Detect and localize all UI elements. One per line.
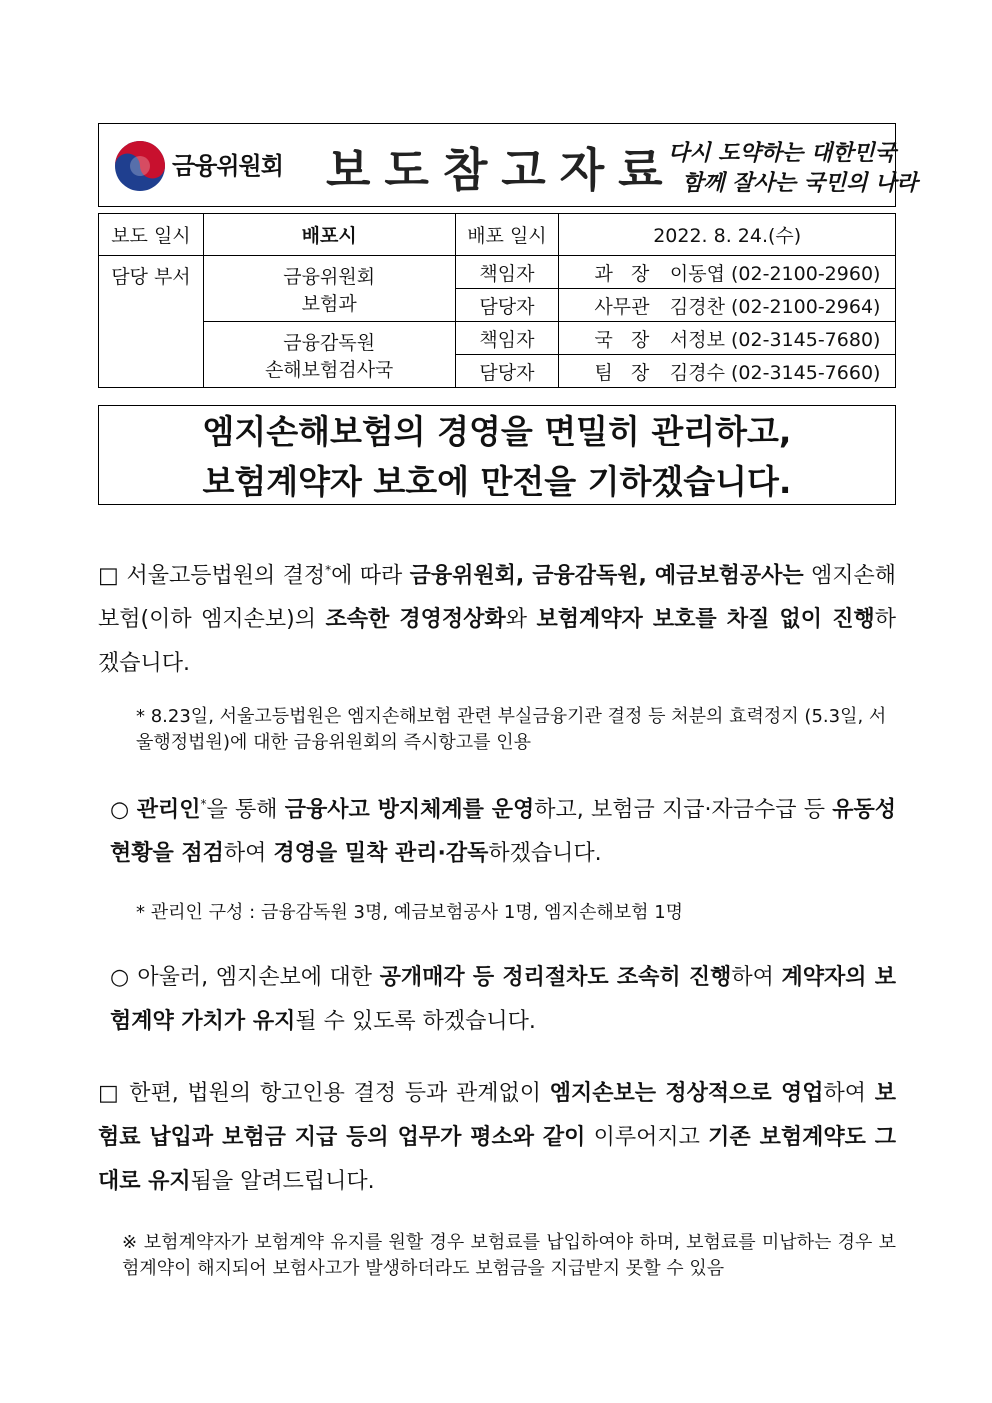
contact-title: 과 장 <box>594 262 650 285</box>
paragraph-administrator <box>110 782 896 876</box>
circle-bullet: ○ <box>110 797 130 823</box>
dept-2-division: 손해보험검사국 <box>264 358 394 381</box>
text: 하여 <box>223 841 274 867</box>
contact-person <box>559 322 896 355</box>
slogan-line-2: 함께 잘사는 국민의 나라 <box>682 170 918 196</box>
dept-label: 담당 부서 <box>99 256 204 388</box>
text: 한편, 법원의 항고인용 결정 등과 관계없이 <box>129 1081 550 1106</box>
checkbox-bullet: □ <box>98 1081 121 1106</box>
contact-person <box>559 355 896 388</box>
release-label: 보도 일시 <box>99 214 204 256</box>
emphasis: 금융사고 방지체계를 운영 <box>284 797 535 823</box>
release-value: 배포시 <box>203 214 455 256</box>
footnote-mark: * <box>325 563 332 577</box>
text: 와 <box>505 607 537 633</box>
headline-line-2: 보험계약자 보호에 만전을 기하겠습니다. <box>202 462 792 501</box>
paragraph-normal-operation <box>98 1072 896 1204</box>
paragraph-court-decision <box>98 548 896 686</box>
paragraph-public-sale <box>110 956 896 1044</box>
contact-role: 담당자 <box>455 355 559 388</box>
text: 에 따라 <box>331 563 410 589</box>
headline-box <box>98 405 896 505</box>
text: 하겠습니다. <box>98 607 897 677</box>
contact-name-phone: 서정보 (02-3145-7680) <box>669 328 881 351</box>
contact-role: 책임자 <box>455 256 559 289</box>
emphasis: 계약자의 보험계약 가치가 유지 <box>110 965 897 1034</box>
contact-name-phone: 김경찬 (02-2100-2964) <box>669 295 881 318</box>
footnote-court: * 8.23일, 서울고등법원은 엠지손해보험 관련 부실금융기관 결정 등 처분의 효력정지 (5.3일, 서울행정법원)에 대한 금융위원회의 즉시항고를 인용 <box>136 706 887 753</box>
distribute-label: 배포 일시 <box>455 214 559 256</box>
emphasis: 보험료 납입과 보험금 지급 등의 업무가 평소와 같이 <box>98 1081 897 1150</box>
contact-role: 책임자 <box>455 322 559 355</box>
text: 될 수 있도록 하겠습니다. <box>295 1009 536 1034</box>
contact-person <box>559 256 896 289</box>
org-name: 금융위원회 <box>172 152 283 180</box>
contact-person <box>559 289 896 322</box>
dept-1-division: 보험과 <box>301 292 357 315</box>
checkbox-bullet: □ <box>98 563 120 589</box>
emphasis: 보험계약자 보호를 차질 없이 진행 <box>536 607 875 633</box>
emphasis: 금융위원회, 금융감독원, 예금보험공사는 <box>409 563 804 589</box>
text: 됨을 알려드립니다. <box>190 1169 375 1194</box>
footnote-administrator: * 관리인 구성 : 금융감독원 3명, 예금보험공사 1명, 엠지손해보험 1명 <box>136 902 684 923</box>
footnote-mark: * <box>200 797 207 811</box>
contact-title: 사무관 <box>594 295 650 318</box>
emphasis: 경영을 밀착 관리·감독 <box>273 841 489 867</box>
dept-2-org: 금융감독원 <box>283 331 376 354</box>
slogan-line-1: 다시 도약하는 대한민국 <box>668 140 896 166</box>
emphasis: 기존 보험계약도 그대로 유지 <box>98 1125 896 1194</box>
dept-1 <box>203 256 455 322</box>
note-premium-payment: ※ 보험계약자가 보험계약 유지를 원할 경우 보험료를 납입하여야 하며, 보험료를 미납하는 경우 보험계약이 해지되어 보험사고가 발생하더라도 보험금을 지급받지 못할 수 있음 <box>122 1232 896 1279</box>
government-slogan <box>668 138 918 198</box>
contact-role: 담당자 <box>455 289 559 322</box>
document-type-title: 보도참고자료 <box>326 143 677 197</box>
headline-line-1: 엠지손해보험의 경영을 면밀히 관리하고, <box>202 412 792 451</box>
contact-name-phone: 김경수 (02-3145-7660) <box>669 361 881 384</box>
text: 하겠습니다. <box>488 841 602 867</box>
text: 이루어지고 <box>585 1125 709 1150</box>
contact-name-phone: 이동엽 (02-2100-2960) <box>669 262 881 285</box>
emphasis: 조속한 경영정상화 <box>325 607 506 633</box>
dept-1-org: 금융위원회 <box>283 265 376 288</box>
text: 아울러, 엠지손보에 대한 <box>137 965 380 990</box>
text: 하여 <box>731 965 782 990</box>
emphasis: 엠지손보는 정상적으로 영업 <box>549 1081 824 1106</box>
text: 하여 <box>823 1081 875 1106</box>
emphasis: 유동성 현황을 점검 <box>110 797 897 867</box>
contact-title: 국 장 <box>594 328 650 351</box>
government-emblem-icon <box>114 140 166 192</box>
emphasis: 공개매각 등 정리절차도 조속히 진행 <box>379 965 732 990</box>
text: 하고, 보험금 지급·자금수급 등 <box>534 797 833 823</box>
text: 서울고등법원의 결정 <box>126 563 326 589</box>
text: 엠지손해보험(이하 엠지손보)의 <box>98 563 896 633</box>
press-info-table <box>98 213 896 388</box>
contact-title: 팀 장 <box>594 361 650 384</box>
circle-bullet: ○ <box>110 965 130 990</box>
emphasis: 관리인 <box>136 797 201 823</box>
distribute-value: 2022. 8. 24.(수) <box>559 214 896 256</box>
text: 을 통해 <box>206 797 285 823</box>
dept-2 <box>203 322 455 388</box>
